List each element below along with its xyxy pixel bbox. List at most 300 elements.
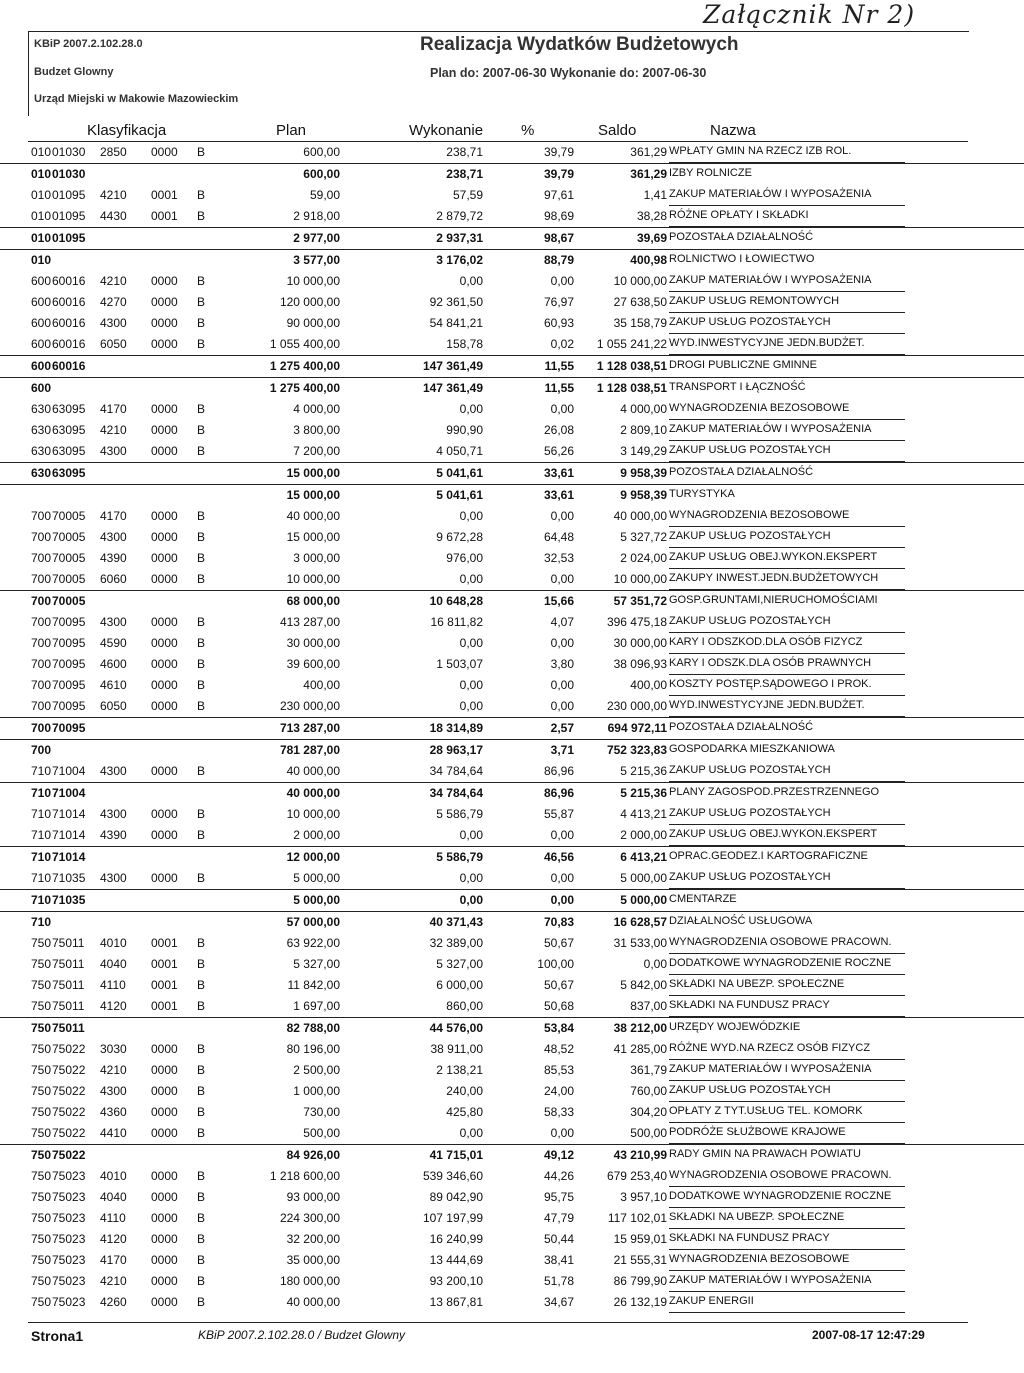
- cell-dzial: 700: [31, 551, 52, 565]
- cell-procent: 98,69: [543, 209, 574, 223]
- cell-wykonanie: 5 327,00: [436, 957, 483, 971]
- cell-wykonanie: 158,78: [446, 337, 483, 351]
- cell-nazwa: SKŁADKI NA FUNDUSZ PRACY: [669, 999, 830, 1011]
- cell-rozdzial: 01030: [52, 145, 86, 159]
- cell-rozdzial: 75022: [52, 1126, 86, 1140]
- cell-nazwa: POZOSTAŁA DZIAŁALNOŚĆ: [669, 231, 814, 243]
- cell-saldo: 38 212,00: [613, 1021, 667, 1035]
- subtotal-row: [0, 911, 1024, 933]
- cell-paragraf: 4390: [100, 828, 127, 842]
- cell-procent: 85,53: [543, 1063, 574, 1077]
- cell-plan: 35 000,00: [286, 1253, 340, 1267]
- cell-paragraf: 4040: [100, 957, 127, 971]
- cell-paragraf: 4210: [100, 423, 127, 437]
- cell-dzial: 700: [31, 657, 52, 671]
- handwritten-note: Załącznik Nr 2): [703, 0, 916, 29]
- cell-nazwa: GOSPODARKA MIESZKANIOWA: [669, 743, 835, 755]
- cell-procent: 86,96: [543, 764, 574, 778]
- cell-wykonanie: 0,00: [459, 678, 483, 692]
- cell-rozdzial: 75023: [52, 1211, 86, 1225]
- cell-rozdzial: 75023: [52, 1190, 86, 1204]
- cell-nazwa: ZAKUP USŁUG POZOSTAŁYCH: [669, 764, 831, 776]
- cell-wykonanie: 13 444,69: [429, 1253, 483, 1267]
- cell-wykonanie: 990,90: [446, 423, 483, 437]
- cell-procent: 53,84: [543, 1021, 574, 1035]
- subtotal-row: [0, 739, 1024, 761]
- cell-zrodlo: B: [197, 274, 206, 288]
- cell-dzial: 700: [31, 615, 52, 629]
- cell-plan: 57 000,00: [286, 915, 340, 929]
- cell-dzial: 630: [31, 444, 52, 458]
- cell-dzial: 750: [31, 936, 52, 950]
- cell-plan: 730,00: [303, 1105, 340, 1119]
- cell-zrodlo: B: [197, 1084, 206, 1098]
- cell-rozdzial: 75022: [52, 1084, 86, 1098]
- cell-dzial: 700: [31, 530, 52, 544]
- cell-saldo: 760,00: [630, 1084, 667, 1098]
- cell-wykonanie: 18 314,89: [429, 721, 483, 735]
- cell-plan: 2 918,00: [293, 209, 340, 223]
- cell-zrodlo: B: [197, 1211, 206, 1225]
- cell-dzial: 630: [31, 423, 52, 437]
- cell-paragraf: 4210: [100, 1063, 127, 1077]
- cell-wykonanie: 5 586,79: [436, 807, 483, 821]
- cell-nazwa: DZIAŁALNOŚĆ USŁUGOWA: [669, 915, 813, 927]
- cell-saldo: 5 842,00: [620, 978, 667, 992]
- cell-dzial: 010: [31, 145, 52, 159]
- cell-nazwa: GOSP.GRUNTAMI,NIERUCHOMOŚCIAMI: [669, 594, 878, 606]
- cell-nazwa: WPŁATY GMIN NA RZECZ IZB ROL.: [669, 145, 852, 157]
- cell-plan: 40 000,00: [286, 786, 340, 800]
- cell-wykonanie: 10 648,28: [429, 594, 483, 608]
- cell-saldo: 500,00: [630, 1126, 667, 1140]
- cell-nazwa: ZAKUP USŁUG OBEJ.WYKON.EKSPERT: [669, 551, 878, 563]
- cell-zadanie: 0000: [151, 316, 178, 330]
- cell-zadanie: 0000: [151, 871, 178, 885]
- cell-saldo: 2 024,00: [620, 551, 667, 565]
- cell-wykonanie: 0,00: [459, 893, 483, 907]
- cell-rozdzial: 70005: [52, 551, 86, 565]
- cell-plan: 15 000,00: [286, 466, 340, 480]
- cell-zadanie: 0000: [151, 764, 178, 778]
- cell-procent: 48,52: [543, 1042, 574, 1056]
- cell-zadanie: 0001: [151, 999, 178, 1013]
- cell-dzial: 750: [31, 1253, 52, 1267]
- cell-nazwa: ZAKUP USŁUG POZOSTAŁYCH: [669, 807, 831, 819]
- cell-plan: 7 200,00: [293, 444, 340, 458]
- cell-paragraf: 4210: [100, 274, 127, 288]
- cell-zadanie: 0000: [151, 1274, 178, 1288]
- cell-paragraf: 6050: [100, 699, 127, 713]
- cell-zrodlo: B: [197, 1063, 206, 1077]
- cell-nazwa: WYD.INWESTYCYJNE JEDN.BUDŻET.: [669, 699, 865, 711]
- cell-wykonanie: 0,00: [459, 636, 483, 650]
- table-row: [0, 696, 1024, 717]
- cell-wykonanie: 147 361,49: [422, 381, 483, 395]
- cell-rozdzial: 75011: [52, 978, 85, 992]
- cell-plan: 39 600,00: [286, 657, 340, 671]
- cell-rozdzial: 71014: [52, 828, 86, 842]
- cell-saldo: 117 102,01: [607, 1211, 667, 1225]
- cell-procent: 88,79: [543, 253, 574, 267]
- cell-rozdzial: 75023: [52, 1232, 86, 1246]
- cell-dzial: 010: [31, 167, 52, 181]
- cell-wykonanie: 6 000,00: [436, 978, 483, 992]
- cell-saldo: 5 000,00: [620, 871, 667, 885]
- cell-nazwa: WYNAGRODZENIA BEZOSOBOWE: [669, 402, 850, 414]
- cell-saldo: 5 000,00: [620, 893, 667, 907]
- cell-rozdzial: 60016: [52, 316, 86, 330]
- cell-wykonanie: 1 503,07: [436, 657, 483, 671]
- cell-rozdzial: 60016: [52, 295, 86, 309]
- cell-paragraf: 4410: [100, 1126, 127, 1140]
- cell-nazwa: ZAKUP USŁUG POZOSTAŁYCH: [669, 316, 831, 328]
- cell-saldo: 4 413,21: [620, 807, 667, 821]
- cell-rozdzial: 70095: [52, 678, 86, 692]
- cell-procent: 100,00: [537, 957, 574, 971]
- cell-paragraf: 4210: [100, 1274, 127, 1288]
- cell-nazwa: URZĘDY WOJEWÓDZKIE: [669, 1021, 801, 1033]
- cell-wykonanie: 5 586,79: [436, 850, 483, 864]
- cell-plan: 10 000,00: [286, 274, 340, 288]
- cell-nazwa: RADY GMIN NA PRAWACH POWIATU: [669, 1148, 861, 1160]
- cell-saldo: 1 055 241,22: [596, 337, 667, 351]
- cell-wykonanie: 4 050,71: [436, 444, 483, 458]
- cell-plan: 59,00: [309, 188, 340, 202]
- cell-procent: 86,96: [543, 786, 574, 800]
- table-row: [0, 868, 1024, 889]
- cell-dzial: 600: [31, 381, 52, 395]
- cell-zadanie: 0000: [151, 807, 178, 821]
- cell-rozdzial: 75022: [52, 1148, 86, 1162]
- col-wykonanie: Wykonanie: [409, 122, 484, 139]
- cell-rozdzial: 75022: [52, 1042, 86, 1056]
- cell-procent: 50,67: [543, 936, 574, 950]
- cell-nazwa: ZAKUPY INWEST.JEDN.BUDŻETOWYCH: [669, 572, 879, 584]
- footer-timestamp: 2007-08-17 12:47:29: [812, 1328, 925, 1342]
- cell-procent: 0,00: [550, 678, 574, 692]
- cell-nazwa: TRANSPORT I ŁĄCZNOŚĆ: [669, 381, 806, 393]
- cell-paragraf: 6060: [100, 572, 127, 586]
- cell-zadanie: 0000: [151, 444, 178, 458]
- table-row: [0, 441, 1024, 462]
- cell-saldo: 0,00: [643, 957, 667, 971]
- table-row: [0, 761, 1024, 782]
- cell-dzial: 700: [31, 743, 52, 757]
- cell-saldo: 38 096,93: [613, 657, 667, 671]
- table-row: [0, 420, 1024, 441]
- col-procent: %: [521, 122, 535, 139]
- cell-rozdzial: 71014: [52, 807, 86, 821]
- cell-procent: 98,67: [543, 231, 574, 245]
- cell-zrodlo: B: [197, 1253, 206, 1267]
- subtotal-row: [0, 377, 1024, 399]
- cell-rozdzial: 75022: [52, 1063, 86, 1077]
- cell-paragraf: 4170: [100, 1253, 127, 1267]
- cell-saldo: 361,29: [630, 167, 667, 181]
- cell-procent: 38,41: [543, 1253, 574, 1267]
- cell-procent: 97,61: [543, 188, 574, 202]
- cell-rozdzial: 75023: [52, 1253, 86, 1267]
- cell-plan: 224 300,00: [279, 1211, 340, 1225]
- cell-plan: 500,00: [303, 1126, 340, 1140]
- cell-rozdzial: 71004: [52, 786, 86, 800]
- cell-saldo: 1,41: [643, 188, 667, 202]
- cell-procent: 0,00: [550, 274, 574, 288]
- cell-procent: 32,53: [543, 551, 574, 565]
- cell-dzial: 700: [31, 721, 52, 735]
- cell-dzial: 750: [31, 978, 52, 992]
- cell-wykonanie: 2 937,31: [436, 231, 483, 245]
- cell-rozdzial: 75022: [52, 1105, 86, 1119]
- cell-plan: 1 055 400,00: [269, 337, 340, 351]
- cell-plan: 3 577,00: [293, 253, 340, 267]
- cell-dzial: 750: [31, 1105, 52, 1119]
- cell-zadanie: 0000: [151, 509, 178, 523]
- cell-zrodlo: B: [197, 636, 206, 650]
- table-row: [0, 1292, 1024, 1313]
- cell-nazwa: ZAKUP USŁUG REMONTOWYCH: [669, 295, 840, 307]
- cell-saldo: 400,00: [630, 678, 667, 692]
- cell-procent: 50,67: [543, 978, 574, 992]
- cell-rozdzial: 75023: [52, 1274, 86, 1288]
- cell-zrodlo: B: [197, 615, 206, 629]
- cell-plan: 3 800,00: [293, 423, 340, 437]
- cell-plan: 600,00: [303, 167, 340, 181]
- cell-nazwa: WYD.INWESTYCYJNE JEDN.BUDŻET.: [669, 337, 865, 349]
- cell-zrodlo: B: [197, 423, 206, 437]
- cell-zrodlo: B: [197, 657, 206, 671]
- cell-zadanie: 0000: [151, 295, 178, 309]
- cell-nazwa: SKŁADKI NA FUNDUSZ PRACY: [669, 1232, 830, 1244]
- table-row: [0, 1102, 1024, 1123]
- cell-plan: 4 000,00: [293, 402, 340, 416]
- cell-nazwa: IZBY ROLNICZE: [669, 167, 752, 179]
- budget-table: [0, 142, 1024, 1313]
- cell-dzial: 600: [31, 359, 52, 373]
- cell-zrodlo: B: [197, 209, 206, 223]
- cell-saldo: 57 351,72: [613, 594, 667, 608]
- cell-wykonanie: 107 197,99: [422, 1211, 483, 1225]
- cell-dzial: 630: [31, 402, 52, 416]
- cell-procent: 0,00: [550, 509, 574, 523]
- cell-nazwa: DROGI PUBLICZNE GMINNE: [669, 359, 817, 371]
- cell-plan: 2 500,00: [293, 1063, 340, 1077]
- table-row: [0, 933, 1024, 954]
- cell-zrodlo: B: [197, 295, 206, 309]
- cell-paragraf: 4300: [100, 530, 127, 544]
- cell-dzial: 010: [31, 209, 52, 223]
- cell-zadanie: 0000: [151, 337, 178, 351]
- cell-zadanie: 0000: [151, 1211, 178, 1225]
- table-row: [0, 271, 1024, 292]
- cell-paragraf: 4300: [100, 444, 127, 458]
- cell-zrodlo: B: [197, 807, 206, 821]
- cell-plan: 5 327,00: [293, 957, 340, 971]
- cell-plan: 180 000,00: [279, 1274, 340, 1288]
- cell-zrodlo: B: [197, 1042, 206, 1056]
- cell-plan: 68 000,00: [286, 594, 340, 608]
- cell-rozdzial: 75011: [52, 957, 85, 971]
- cell-zadanie: 0001: [151, 957, 178, 971]
- table-row: [0, 185, 1024, 206]
- cell-wykonanie: 5 041,61: [436, 488, 483, 502]
- cell-saldo: 400,98: [630, 253, 667, 267]
- cell-paragraf: 4590: [100, 636, 127, 650]
- cell-wykonanie: 425,80: [446, 1105, 483, 1119]
- cell-zadanie: 0000: [151, 657, 178, 671]
- cell-nazwa: ZAKUP USŁUG POZOSTAŁYCH: [669, 1084, 831, 1096]
- cell-paragraf: 4170: [100, 509, 127, 523]
- cell-zrodlo: B: [197, 402, 206, 416]
- cell-plan: 1 275 400,00: [269, 359, 340, 373]
- cell-wykonanie: 0,00: [459, 871, 483, 885]
- cell-zrodlo: B: [197, 337, 206, 351]
- office-name: Urząd Miejski w Makowie Mazowieckim: [34, 93, 239, 105]
- cell-nazwa: ZAKUP USŁUG POZOSTAŁYCH: [669, 871, 831, 883]
- cell-dzial: 710: [31, 915, 52, 929]
- cell-paragraf: 4360: [100, 1105, 127, 1119]
- cell-wykonanie: 93 200,10: [429, 1274, 483, 1288]
- cell-rozdzial: 75023: [52, 1169, 86, 1183]
- cell-dzial: 600: [31, 316, 52, 330]
- cell-procent: 0,00: [550, 828, 574, 842]
- cell-plan: 120 000,00: [279, 295, 340, 309]
- table-row: [0, 675, 1024, 696]
- subtotal-row: [0, 227, 1024, 249]
- table-row: [0, 975, 1024, 996]
- cell-rozdzial: 01095: [52, 209, 86, 223]
- cell-zrodlo: B: [197, 828, 206, 842]
- cell-nazwa: WYNAGRODZENIA BEZOSOBOWE: [669, 1253, 850, 1265]
- cell-zadanie: 0000: [151, 1126, 178, 1140]
- cell-wykonanie: 13 867,81: [429, 1295, 483, 1309]
- cell-paragraf: 4390: [100, 551, 127, 565]
- cell-nazwa: SKŁADKI NA UBEZP. SPOŁECZNE: [669, 978, 845, 990]
- cell-dzial: 750: [31, 1169, 52, 1183]
- footer-rule: [28, 1322, 968, 1323]
- cell-zrodlo: B: [197, 551, 206, 565]
- cell-procent: 0,00: [550, 871, 574, 885]
- cell-nazwa: ZAKUP MATERIAŁÓW I WYPOSAŻENIA: [669, 188, 872, 200]
- cell-zrodlo: B: [197, 1190, 206, 1204]
- cell-procent: 26,08: [543, 423, 574, 437]
- cell-zadanie: 0000: [151, 1169, 178, 1183]
- cell-dzial: 750: [31, 1232, 52, 1246]
- cell-plan: 82 788,00: [286, 1021, 340, 1035]
- cell-plan: 90 000,00: [286, 316, 340, 330]
- cell-procent: 3,71: [550, 743, 574, 757]
- cell-saldo: 10 000,00: [613, 572, 667, 586]
- cell-procent: 4,07: [550, 615, 574, 629]
- cell-nazwa: OPŁATY Z TYT.USŁUG TEL. KOMORK: [669, 1105, 863, 1117]
- cell-plan: 5 000,00: [293, 893, 340, 907]
- cell-saldo: 86 799,90: [613, 1274, 667, 1288]
- table-row: [0, 1166, 1024, 1187]
- cell-saldo: 230 000,00: [606, 699, 667, 713]
- cell-nazwa: ZAKUP MATERIAŁÓW I WYPOSAŻENIA: [669, 423, 872, 435]
- cell-zadanie: 0000: [151, 1232, 178, 1246]
- cell-procent: 0,02: [550, 337, 574, 351]
- table-row: [0, 142, 1024, 163]
- cell-zadanie: 0000: [151, 636, 178, 650]
- cell-wykonanie: 40 371,43: [429, 915, 483, 929]
- cell-rozdzial: 70005: [52, 509, 86, 523]
- cell-nazwa: ZAKUP ENERGII: [669, 1295, 754, 1307]
- cell-plan: 63 922,00: [286, 936, 340, 950]
- cell-zadanie: 0000: [151, 423, 178, 437]
- cell-saldo: 40 000,00: [613, 509, 667, 523]
- cell-rozdzial: 70005: [52, 594, 86, 608]
- budget-name: Budzet Glowny: [34, 66, 114, 78]
- cell-saldo: 9 958,39: [620, 488, 667, 502]
- cell-nazwa: WYNAGRODZENIA OSOBOWE PRACOWN.: [669, 936, 892, 948]
- subtotal-row: [0, 484, 1024, 506]
- cell-nazwa: ZAKUP USŁUG OBEJ.WYKON.EKSPERT: [669, 828, 878, 840]
- cell-procent: 60,93: [543, 316, 574, 330]
- cell-procent: 39,79: [543, 145, 574, 159]
- page-label: Strona1: [31, 1328, 84, 1344]
- cell-procent: 2,57: [550, 721, 574, 735]
- cell-plan: 15 000,00: [286, 488, 340, 502]
- cell-procent: 11,55: [544, 381, 574, 395]
- cell-paragraf: 4270: [100, 295, 127, 309]
- cell-wykonanie: 2 879,72: [436, 209, 483, 223]
- cell-wykonanie: 38 911,00: [430, 1042, 483, 1056]
- cell-rozdzial: 01095: [52, 188, 86, 202]
- cell-rozdzial: 70095: [52, 721, 86, 735]
- cell-paragraf: 4120: [100, 999, 127, 1013]
- subtotal-row: [0, 782, 1024, 804]
- cell-wykonanie: 57,59: [452, 188, 483, 202]
- cell-nazwa: SKŁADKI NA UBEZP. SPOŁECZNE: [669, 1211, 845, 1223]
- cell-procent: 70,83: [543, 915, 574, 929]
- cell-procent: 24,00: [543, 1084, 574, 1098]
- table-row: [0, 654, 1024, 675]
- col-klasyfikacja: Klasyfikacja: [87, 122, 167, 139]
- cell-zrodlo: B: [197, 1105, 206, 1119]
- table-row: [0, 996, 1024, 1017]
- table-row: [0, 527, 1024, 548]
- cell-zadanie: 0000: [151, 530, 178, 544]
- subtotal-row: [0, 163, 1024, 185]
- cell-paragraf: 4300: [100, 1084, 127, 1098]
- cell-nazwa: KARY I ODSZK.DLA OSÓB PRAWNYCH: [669, 657, 872, 669]
- cell-plan: 781 287,00: [279, 743, 340, 757]
- cell-zrodlo: B: [197, 316, 206, 330]
- cell-zadanie: 0000: [151, 1105, 178, 1119]
- cell-procent: 51,78: [543, 1274, 574, 1288]
- cell-wykonanie: 539 346,60: [422, 1169, 483, 1183]
- cell-plan: 413 287,00: [279, 615, 340, 629]
- subtotal-row: [0, 355, 1024, 377]
- cell-saldo: 679 253,40: [606, 1169, 667, 1183]
- cell-dzial: 710: [31, 764, 52, 778]
- cell-zadanie: 0001: [151, 188, 178, 202]
- footer-source: KBiP 2007.2.102.28.0 / Budzet Glowny: [198, 1328, 406, 1342]
- system-id: KBiP 2007.2.102.28.0: [34, 38, 143, 50]
- report-title: Realizacja Wydatków Budżetowych: [420, 34, 739, 55]
- cell-dzial: 750: [31, 1148, 52, 1162]
- cell-zadanie: 0000: [151, 828, 178, 842]
- table-row: [0, 313, 1024, 334]
- cell-paragraf: 2850: [100, 145, 127, 159]
- cell-rozdzial: 60016: [52, 337, 86, 351]
- cell-wykonanie: 34 784,64: [429, 764, 483, 778]
- cell-rozdzial: 63095: [52, 466, 86, 480]
- table-row: [0, 954, 1024, 975]
- cell-wykonanie: 0,00: [459, 274, 483, 288]
